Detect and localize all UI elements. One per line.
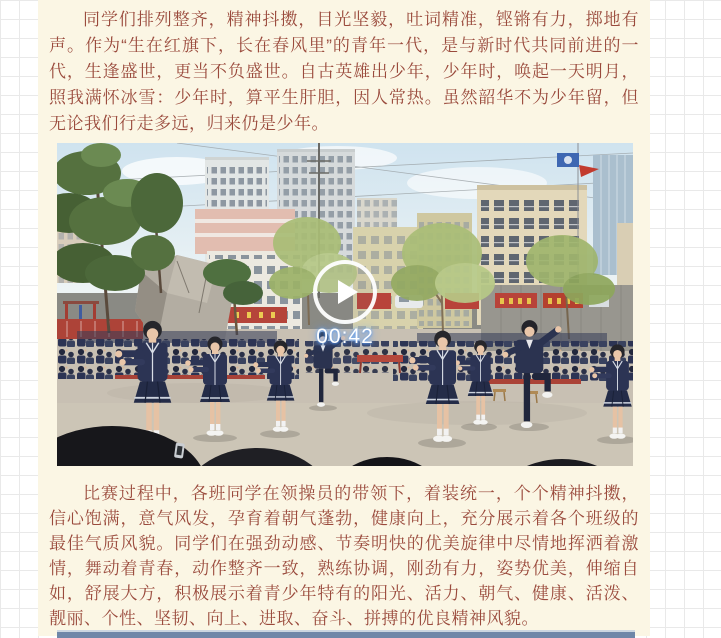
paragraph-2: 比赛过程中，各班同学在领操员的带领下，着装统一，个个精神抖擞，信心饱满，意气风发，孕育着朝气蓬勃，健康向上，充分展示着各个班级的最佳气质风貌。同学们在强劲动感、节奏明快的优美旋律中尽情地挥洒着激情，舞动着青春，动作整齐一致，熟练协调，刚劲有力，姿势优美，伸缩自如，舒展大方，积极展示着青少年特有的阳光、活力、朝气、健康、活泼、靓丽、个性、坚韧、向上、进取、奋斗、拼搏的优良精神风貌。 bbox=[49, 484, 639, 628]
next-media-top-edge bbox=[57, 630, 635, 638]
play-button[interactable] bbox=[313, 260, 377, 324]
play-icon bbox=[338, 280, 358, 304]
paragraph-1: 同学们排列整齐，精神抖擞，目光坚毅，吐词精准，铿锵有力，掷地有声。作为“生在红旗下，长在春风里”的青年一代，是与新时代共同前进的一代，生逢盛世，更当不负盛世。自古英雄出少年，少年时，唤起一天明月，照我满怀冰雪：少年时，算平生肝胆，因人常热。虽然韶华不为少年留，但无论我们行走多远，归来仍是少年。 bbox=[49, 10, 639, 133]
article-content-column bbox=[38, 0, 650, 636]
video-player[interactable] bbox=[57, 143, 633, 466]
video-timestamp: 00:42 bbox=[316, 325, 374, 348]
